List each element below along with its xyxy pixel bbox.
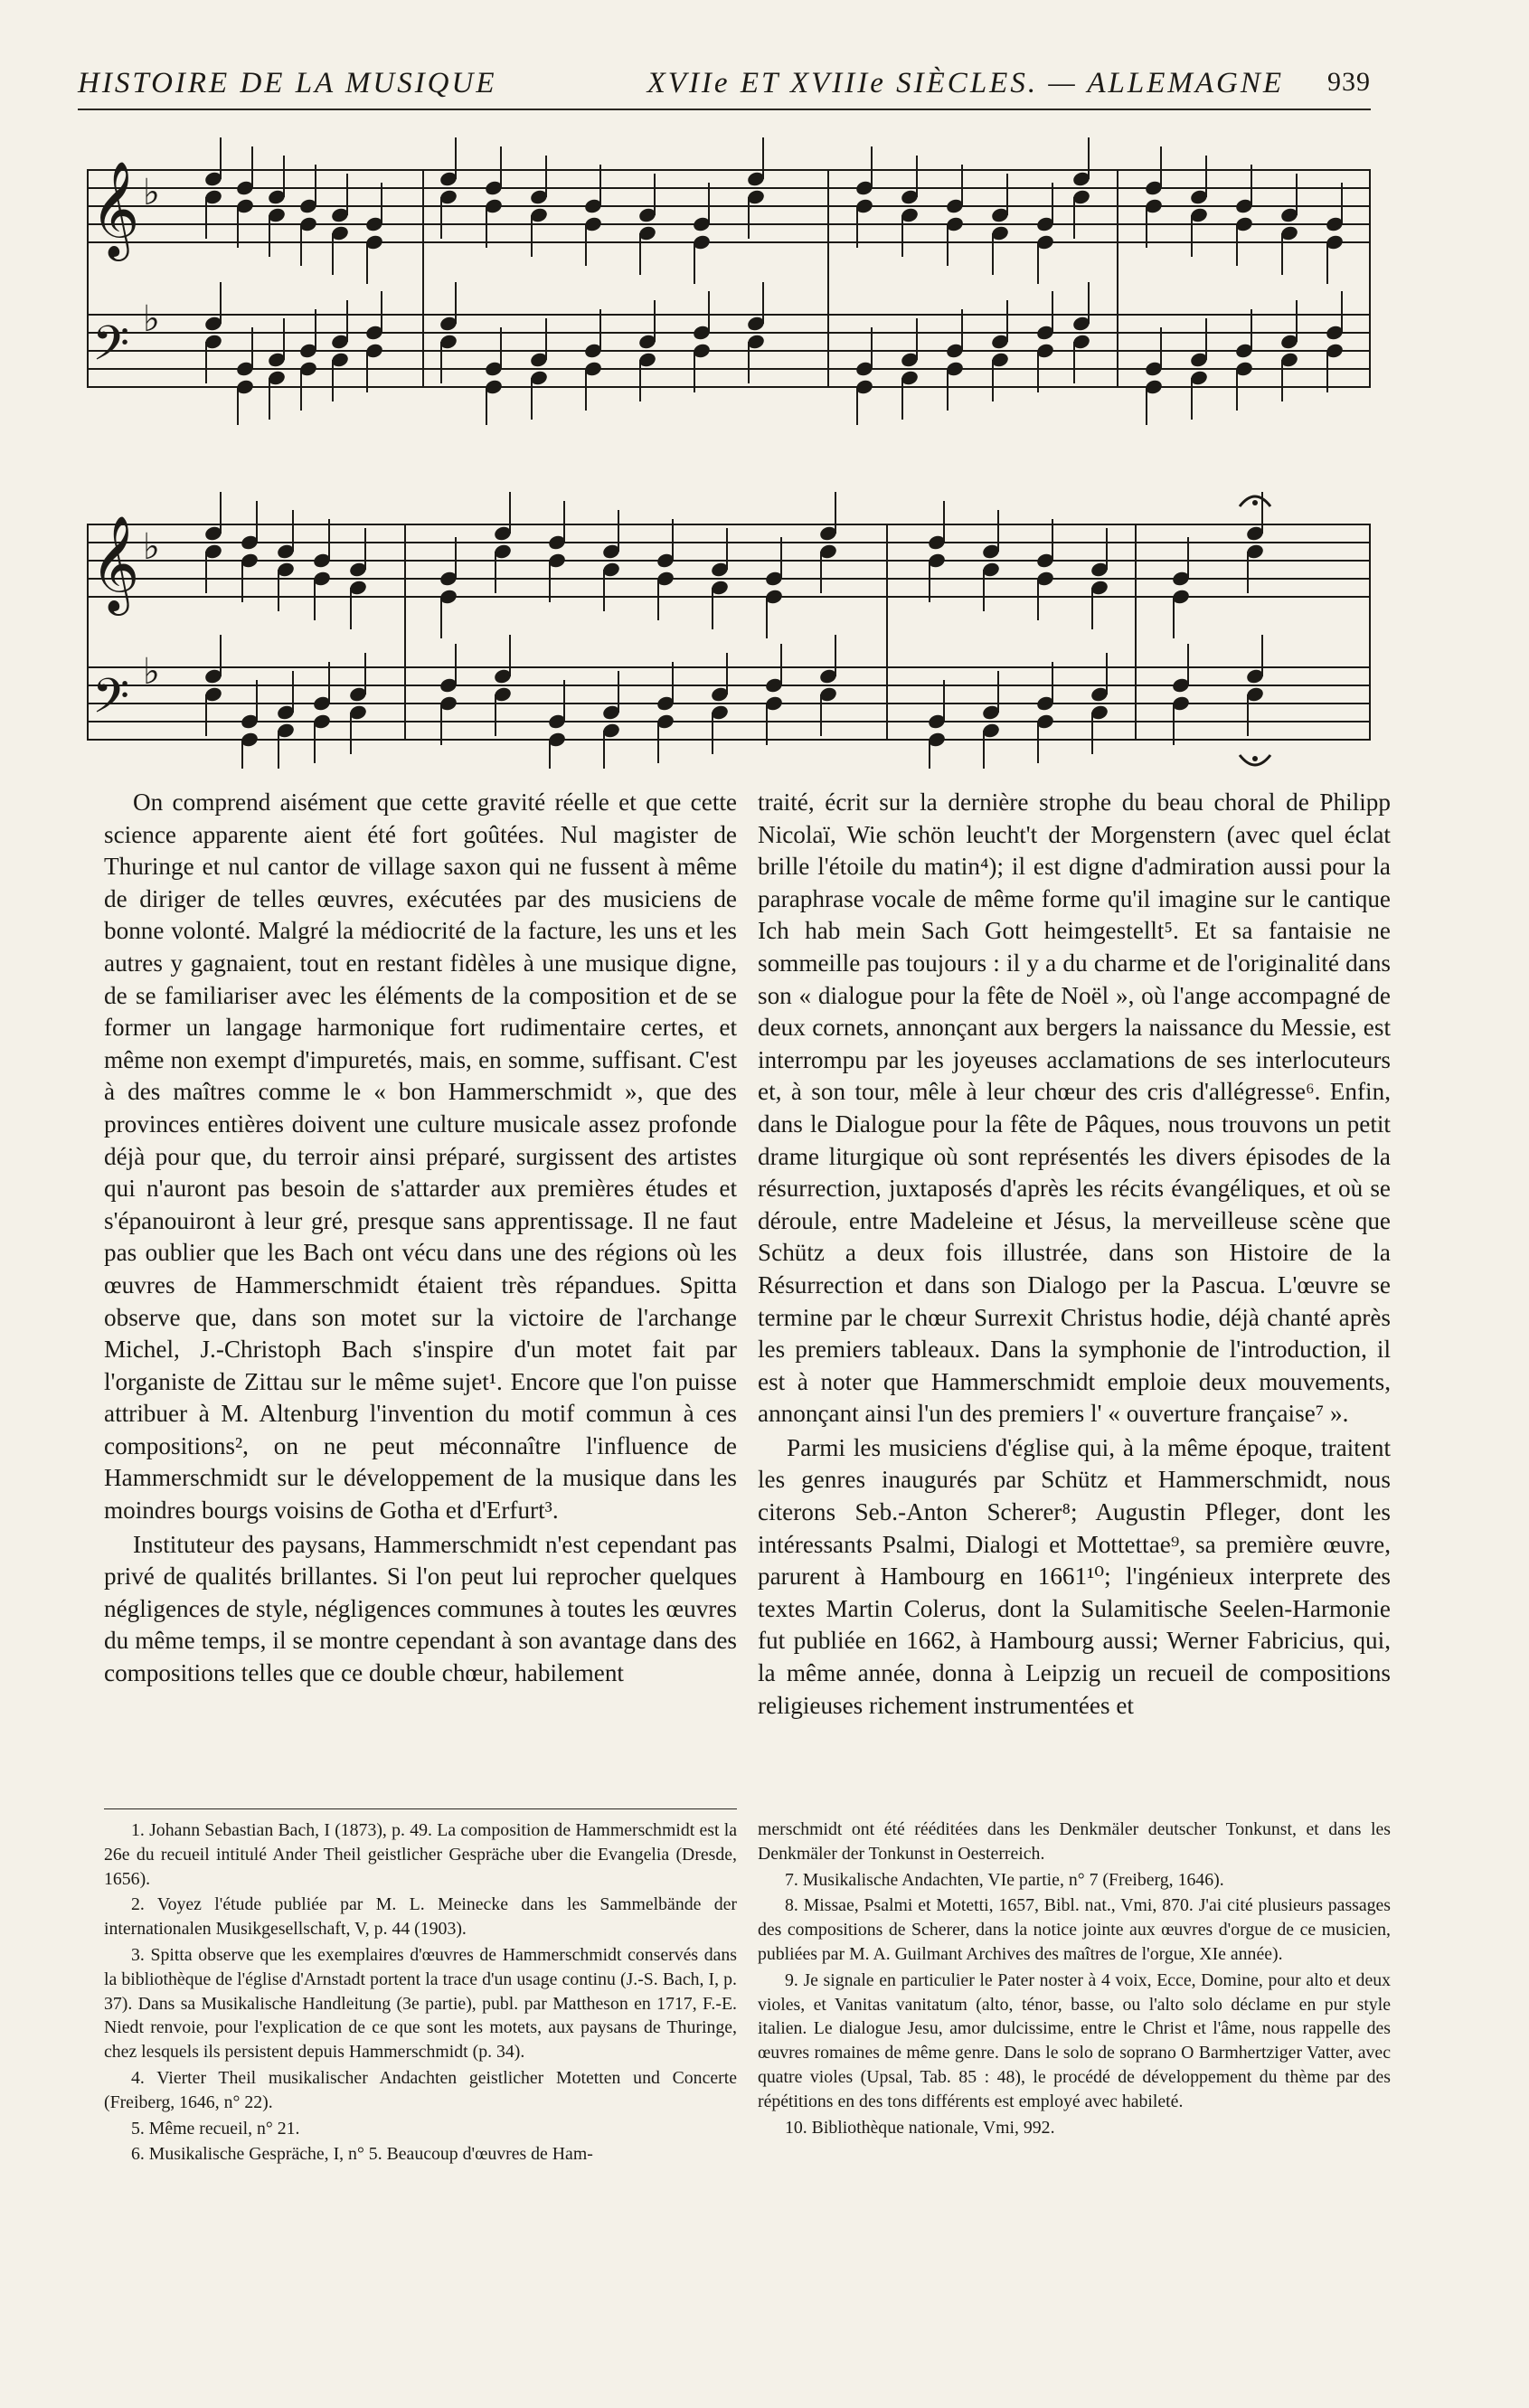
note-head: [204, 190, 222, 205]
note-head: [1036, 696, 1053, 712]
note-head: [1326, 217, 1343, 232]
note-head: [494, 526, 511, 542]
note-head: [1235, 362, 1252, 377]
note-head: [1246, 669, 1263, 685]
text-column-right: [758, 787, 1391, 1722]
svg-text:♭: ♭: [143, 526, 160, 568]
note-head: [1280, 208, 1298, 223]
note-head: [928, 732, 945, 748]
note-head: [711, 687, 728, 703]
note-head: [349, 581, 366, 596]
note-head: [1326, 235, 1343, 250]
note-head: [548, 732, 565, 748]
note-head: [365, 235, 382, 250]
note-head: [241, 553, 258, 569]
note-head: [1145, 380, 1162, 395]
note-head: [693, 217, 710, 232]
paragraph: Parmi les musiciens d'église qui, à la même époque, traitent les genres inaugurés par Schütz et Hammerschmidt, nous citerons Seb.-Anton Scherer⁸; Augustin Pfleger, dont les intéressants Psalmi, Dialogi et Mottettae⁹, sa première œuvre, parurent à Hambourg en 1661¹⁰; l'ingénieux interprete des textes Martin Colerus, dont la Sulamitische Seelen-Harmonie fut publiée en 1662, à Hambourg aussi; Werner Fabricius, qui, la même année, donna à Leipzig un recueil de compositions religieuses richement instrumentées et: [758, 1433, 1391, 1719]
note-head: [1090, 562, 1108, 578]
note-head: [855, 199, 873, 214]
text-column-left: [104, 787, 737, 1690]
note-head: [439, 316, 457, 332]
footnote: merschmidt ont été rééditées dans les Denkmäler deutscher Tonkunst, et dans les Denkmäler der Tonkunst in Oesterreich.: [758, 1819, 1391, 1864]
note-head: [855, 181, 873, 196]
note-head: [331, 208, 348, 223]
note-head: [638, 226, 656, 241]
music-score-system-1: [87, 136, 1371, 425]
note-head: [584, 217, 601, 232]
note-head: [747, 335, 764, 350]
note-head: [1036, 714, 1053, 730]
note-head: [439, 590, 457, 605]
note-head: [548, 714, 565, 730]
footnotes-left: [104, 1808, 737, 2168]
note-head: [819, 544, 836, 560]
note-head: [485, 199, 502, 214]
header-title: HISTOIRE DE LA MUSIQUE: [78, 67, 497, 99]
note-head: [331, 335, 348, 350]
page-number: 939: [1327, 67, 1371, 97]
note-head: [928, 714, 945, 730]
note-head: [1280, 226, 1298, 241]
note-head: [299, 199, 316, 214]
note-head: [1036, 571, 1053, 587]
footnote: 3. Spitta observe que les exemplaires d'œuvres de Hammerschmidt conservés dans la bibliothèque de l'église d'Arnstadt portent la trace d'un usage continu (J.-S. Bach, I, p. 37). Dans sa Musikalische Handleitung (3e partie), publ. par Mattheson en 1717, F.-E. Niedt renvoie, pour l'explication de ce que sont les motets, aux paysans de Thuringe, chez lesquels ils persistent depuis Hammerschmidt (p. 34).: [104, 1944, 737, 2063]
note-head: [530, 353, 547, 368]
note-head: [530, 190, 547, 205]
note-head: [584, 344, 601, 359]
note-head: [991, 353, 1008, 368]
note-head: [313, 553, 330, 569]
note-head: [241, 714, 258, 730]
note-head: [1235, 199, 1252, 214]
svg-text:𝄞: 𝄞: [90, 160, 140, 257]
footnote: 2. Voyez l'étude publiée par M. L. Meinecke dans les Sammelbände der internationalen Musikgesellschaft, V, p. 44 (1903).: [104, 1894, 737, 1940]
footnote: 9. Je signale en particulier le Pater noster à 4 voix, Ecce, Domine, pour alto et deux violes, et Vanitas vanitatum (alto, ténor, basse, ou l'alto solo déclame en pur style italien. Le dialogue Jesu, amor dulcissime, entre le Christ et l'âme, nous rappelle des œuvres romaines de même genre. Dans le solo de soprano O Barmhertziger Vatter, avec quatre violes (Upsal, Tab. 85 : 48), le procédé de développement du thème par des répétitions en des tons différents est employé avec habileté.: [758, 1969, 1391, 2111]
footnote: 6. Musikalische Gespräche, I, n° 5. Beaucoup d'œuvres de Ham-: [131, 2144, 593, 2165]
note-head: [439, 190, 457, 205]
svg-text:♭: ♭: [143, 172, 160, 213]
note-head: [747, 172, 764, 187]
note-head: [819, 687, 836, 703]
note-head: [991, 335, 1008, 350]
note-head: [548, 535, 565, 551]
note-head: [277, 562, 294, 578]
note-head: [439, 335, 457, 350]
note-head: [1036, 235, 1053, 250]
note-head: [268, 353, 285, 368]
note-head: [946, 199, 963, 214]
note-head: [991, 226, 1008, 241]
note-head: [204, 669, 222, 685]
note-head: [313, 696, 330, 712]
note-head: [1172, 678, 1189, 694]
note-head: [1172, 696, 1189, 712]
svg-text:♭: ♭: [143, 651, 160, 693]
note-head: [1145, 181, 1162, 196]
note-head: [1280, 335, 1298, 350]
footnote: 5. Même recueil, n° 21.: [131, 2118, 300, 2139]
note-head: [241, 535, 258, 551]
note-head: [602, 705, 619, 721]
note-head: [1072, 172, 1090, 187]
note-head: [711, 581, 728, 596]
footnote: 10. Bibliothèque nationale, Vmi, 992.: [785, 2117, 1055, 2138]
note-head: [530, 371, 547, 386]
note-head: [819, 526, 836, 542]
svg-text:♭: ♭: [143, 298, 160, 340]
note-head: [1246, 526, 1263, 542]
note-head: [819, 669, 836, 685]
note-head: [299, 362, 316, 377]
note-head: [1090, 581, 1108, 596]
note-head: [1072, 335, 1090, 350]
note-head: [439, 571, 457, 587]
note-head: [982, 562, 999, 578]
note-head: [485, 181, 502, 196]
note-head: [1235, 217, 1252, 232]
note-head: [1190, 371, 1207, 386]
note-head: [331, 353, 348, 368]
header-section: XVIIe ET XVIIIe SIÈCLES. — ALLEMAGNE: [647, 67, 1284, 99]
note-head: [1072, 190, 1090, 205]
note-head: [439, 678, 457, 694]
note-head: [268, 208, 285, 223]
note-head: [982, 723, 999, 739]
note-head: [1246, 687, 1263, 703]
note-head: [204, 335, 222, 350]
footnote: 7. Musikalische Andachten, VIe partie, n° 7 (Freiberg, 1646).: [785, 1869, 1224, 1890]
note-head: [693, 344, 710, 359]
footnotes-right: [758, 1808, 1391, 2141]
note-head: [928, 535, 945, 551]
note-head: [331, 226, 348, 241]
note-head: [656, 553, 674, 569]
footnote: 8. Missae, Psalmi et Motetti, 1657, Bibl. nat., Vmi, 870. J'ai cité plusieurs passages des compositions de Scherer, dans la notice jointe aux œuvres d'orgue de ce musicien, publiées par M. A. Guilmant Archives des maîtres de l'orgue, XIe année).: [758, 1895, 1391, 1964]
note-head: [313, 714, 330, 730]
note-head: [365, 326, 382, 341]
note-head: [1280, 353, 1298, 368]
note-head: [584, 362, 601, 377]
note-head: [313, 571, 330, 587]
note-head: [946, 344, 963, 359]
note-head: [365, 344, 382, 359]
note-head: [204, 172, 222, 187]
note-head: [1190, 208, 1207, 223]
note-head: [236, 362, 253, 377]
note-head: [765, 571, 782, 587]
note-head: [299, 217, 316, 232]
footnote: 4. Vierter Theil musikalischer Andachten geistlicher Motetten und Concerte (Freiberg, 1646, n° 22).: [104, 2067, 737, 2112]
note-head: [530, 208, 547, 223]
note-head: [1172, 571, 1189, 587]
note-head: [946, 217, 963, 232]
note-head: [349, 562, 366, 578]
note-head: [494, 687, 511, 703]
music-score-system-2: [87, 470, 1371, 769]
note-head: [277, 705, 294, 721]
note-head: [548, 553, 565, 569]
note-head: [485, 362, 502, 377]
note-head: [1036, 326, 1053, 341]
note-head: [204, 316, 222, 332]
note-head: [946, 362, 963, 377]
note-head: [901, 371, 918, 386]
note-head: [638, 353, 656, 368]
note-head: [1246, 544, 1263, 560]
note-head: [711, 705, 728, 721]
note-head: [991, 208, 1008, 223]
note-head: [693, 235, 710, 250]
note-head: [747, 316, 764, 332]
note-head: [1036, 553, 1053, 569]
note-head: [494, 669, 511, 685]
note-head: [277, 723, 294, 739]
note-head: [901, 353, 918, 368]
note-head: [928, 553, 945, 569]
note-head: [656, 696, 674, 712]
note-head: [711, 562, 728, 578]
svg-text:𝄢: 𝄢: [92, 669, 130, 736]
note-head: [236, 199, 253, 214]
note-head: [268, 190, 285, 205]
note-head: [765, 696, 782, 712]
note-head: [1072, 316, 1090, 332]
note-head: [204, 544, 222, 560]
note-head: [855, 380, 873, 395]
paragraph: On comprend aisément que cette gravité réelle et que cette science apparente aient été fort goûtées. Nul magister de Thuringe et nul cantor de village saxon qui ne fussent à même de diriger de telles œuvres, exécutées par des musiciens de bonne volonté. Malgré la médiocrité de la facture, les uns et les autres y gagnaient, tout en restant fidèles à une musique digne, de se familiariser avec les éléments de la composition et de se former un langage harmonique fort rudimentaire certes, et même non exempt d'impuretés, mais, en somme, suffisant. C'est à des maîtres comme le « bon Hammerschmidt », que des provinces entières doivent une culture musicale assez profonde déjà pour que, du terroir ainsi préparé, surgissent des artistes qui n'auront pas besoin de s'attarder aux premières études et s'épanouiront à leur gré, presque sans apprentissage. Il ne faut pas oublier que les Bach ont vécu dans une des régions où les œuvres de Hammerschmidt étaient très répandues. Spitta observe que, dans son motet sur la victoire de l'archange Michel, J.-Christoph Bach s'inspire d'un motet fait par l'organiste de Zittau sur le même sujet¹. Encore que l'on puisse attribuer à M. Altenburg l'invention du motif commun à ces compositions², on ne peut méconnaître l'influence de Hammerschmidt sur le développement de la musique dans les moindres bourgs voisins de Gotha et d'Erfurt³.: [104, 789, 737, 1525]
note-head: [747, 190, 764, 205]
note-head: [299, 344, 316, 359]
note-head: [656, 571, 674, 587]
note-head: [1326, 344, 1343, 359]
note-head: [485, 380, 502, 395]
note-head: [765, 590, 782, 605]
note-head: [439, 696, 457, 712]
note-head: [1235, 344, 1252, 359]
note-head: [638, 335, 656, 350]
note-head: [277, 544, 294, 560]
note-head: [349, 687, 366, 703]
note-head: [584, 199, 601, 214]
note-head: [236, 380, 253, 395]
note-head: [901, 190, 918, 205]
note-head: [1036, 344, 1053, 359]
note-head: [268, 371, 285, 386]
note-head: [602, 723, 619, 739]
note-head: [901, 208, 918, 223]
note-head: [1036, 217, 1053, 232]
note-head: [656, 714, 674, 730]
note-head: [982, 544, 999, 560]
note-head: [1190, 190, 1207, 205]
note-head: [349, 705, 366, 721]
note-head: [765, 678, 782, 694]
note-head: [693, 326, 710, 341]
note-head: [204, 526, 222, 542]
note-head: [1090, 705, 1108, 721]
note-head: [638, 208, 656, 223]
svg-text:𝄢: 𝄢: [92, 316, 130, 383]
note-head: [982, 705, 999, 721]
note-head: [1145, 362, 1162, 377]
svg-text:𝄞: 𝄞: [90, 515, 140, 611]
note-head: [1090, 687, 1108, 703]
note-head: [602, 562, 619, 578]
note-head: [236, 181, 253, 196]
note-head: [365, 217, 382, 232]
note-head: [204, 687, 222, 703]
note-head: [855, 362, 873, 377]
paragraph: traité, écrit sur la dernière strophe du beau choral de Philipp Nicolaï, Wie schön leucht't der Morgenstern (avec quel éclat brille l'étoile du matin⁴); il est digne d'admiration aussi pour la paraphrase vocale de même forme qu'il imagine sur le cantique Ich hab mein Sach Gott heimgestellt⁵. Et sa fantaisie ne sommeille pas toujours : il y a du charme et de l'originalité dans son « dialogue pour la fête de Noël », où l'ange accompagné de deux cornets, annonçant aux bergers la naissance du Messie, est interrompu par les joyeuses acclamations de ses interlocuteurs et, à son tour, mêle à leur chœur des cris d'allégresse⁶. Enfin, dans le Dialogue pour la fête de Pâques, nous trouvons un petit drame liturgique où sont représentés les divers épisodes de la résurrection, juxtaposés d'après les récits évangéliques, et où se déroule, entre Madeleine et Jésus, la merveilleuse scène que Schütz a deux fois illustrée, dans son Histoire de la Résurrection et dans son Dialogo per la Pascua. L'œuvre se termine par le chœur Surrexit Christus hodie, déjà chanté après les premiers tableaux. Dans la symphonie de l'introduction, il est à noter que Hammerschmidt emploie deux mouvements, annonçant ainsi l'un des premiers l' « ouverture française⁷ ».: [758, 789, 1391, 1428]
note-head: [241, 732, 258, 748]
note-head: [1326, 326, 1343, 341]
running-header: [78, 60, 1371, 110]
note-head: [602, 544, 619, 560]
note-head: [1145, 199, 1162, 214]
note-head: [439, 172, 457, 187]
note-head: [1190, 353, 1207, 368]
footnote: 1. Johann Sebastian Bach, I (1873), p. 49. La composition de Hammerschmidt est la 26e du recueil intitulé Ander Theil geistlicher Gespräche uber die Evangelia (Dresde, 1656).: [104, 1820, 737, 1889]
paragraph: Instituteur des paysans, Hammerschmidt n'est cependant pas privé de qualités brillantes. Si l'on peut lui reprocher quelques négligences de style, négligences communes à toutes les œuvres du même temps, il se montre cependant à son avantage dans des compositions telles que ce double chœur, habilement: [104, 1530, 737, 1687]
note-head: [1172, 590, 1189, 605]
note-head: [494, 544, 511, 560]
